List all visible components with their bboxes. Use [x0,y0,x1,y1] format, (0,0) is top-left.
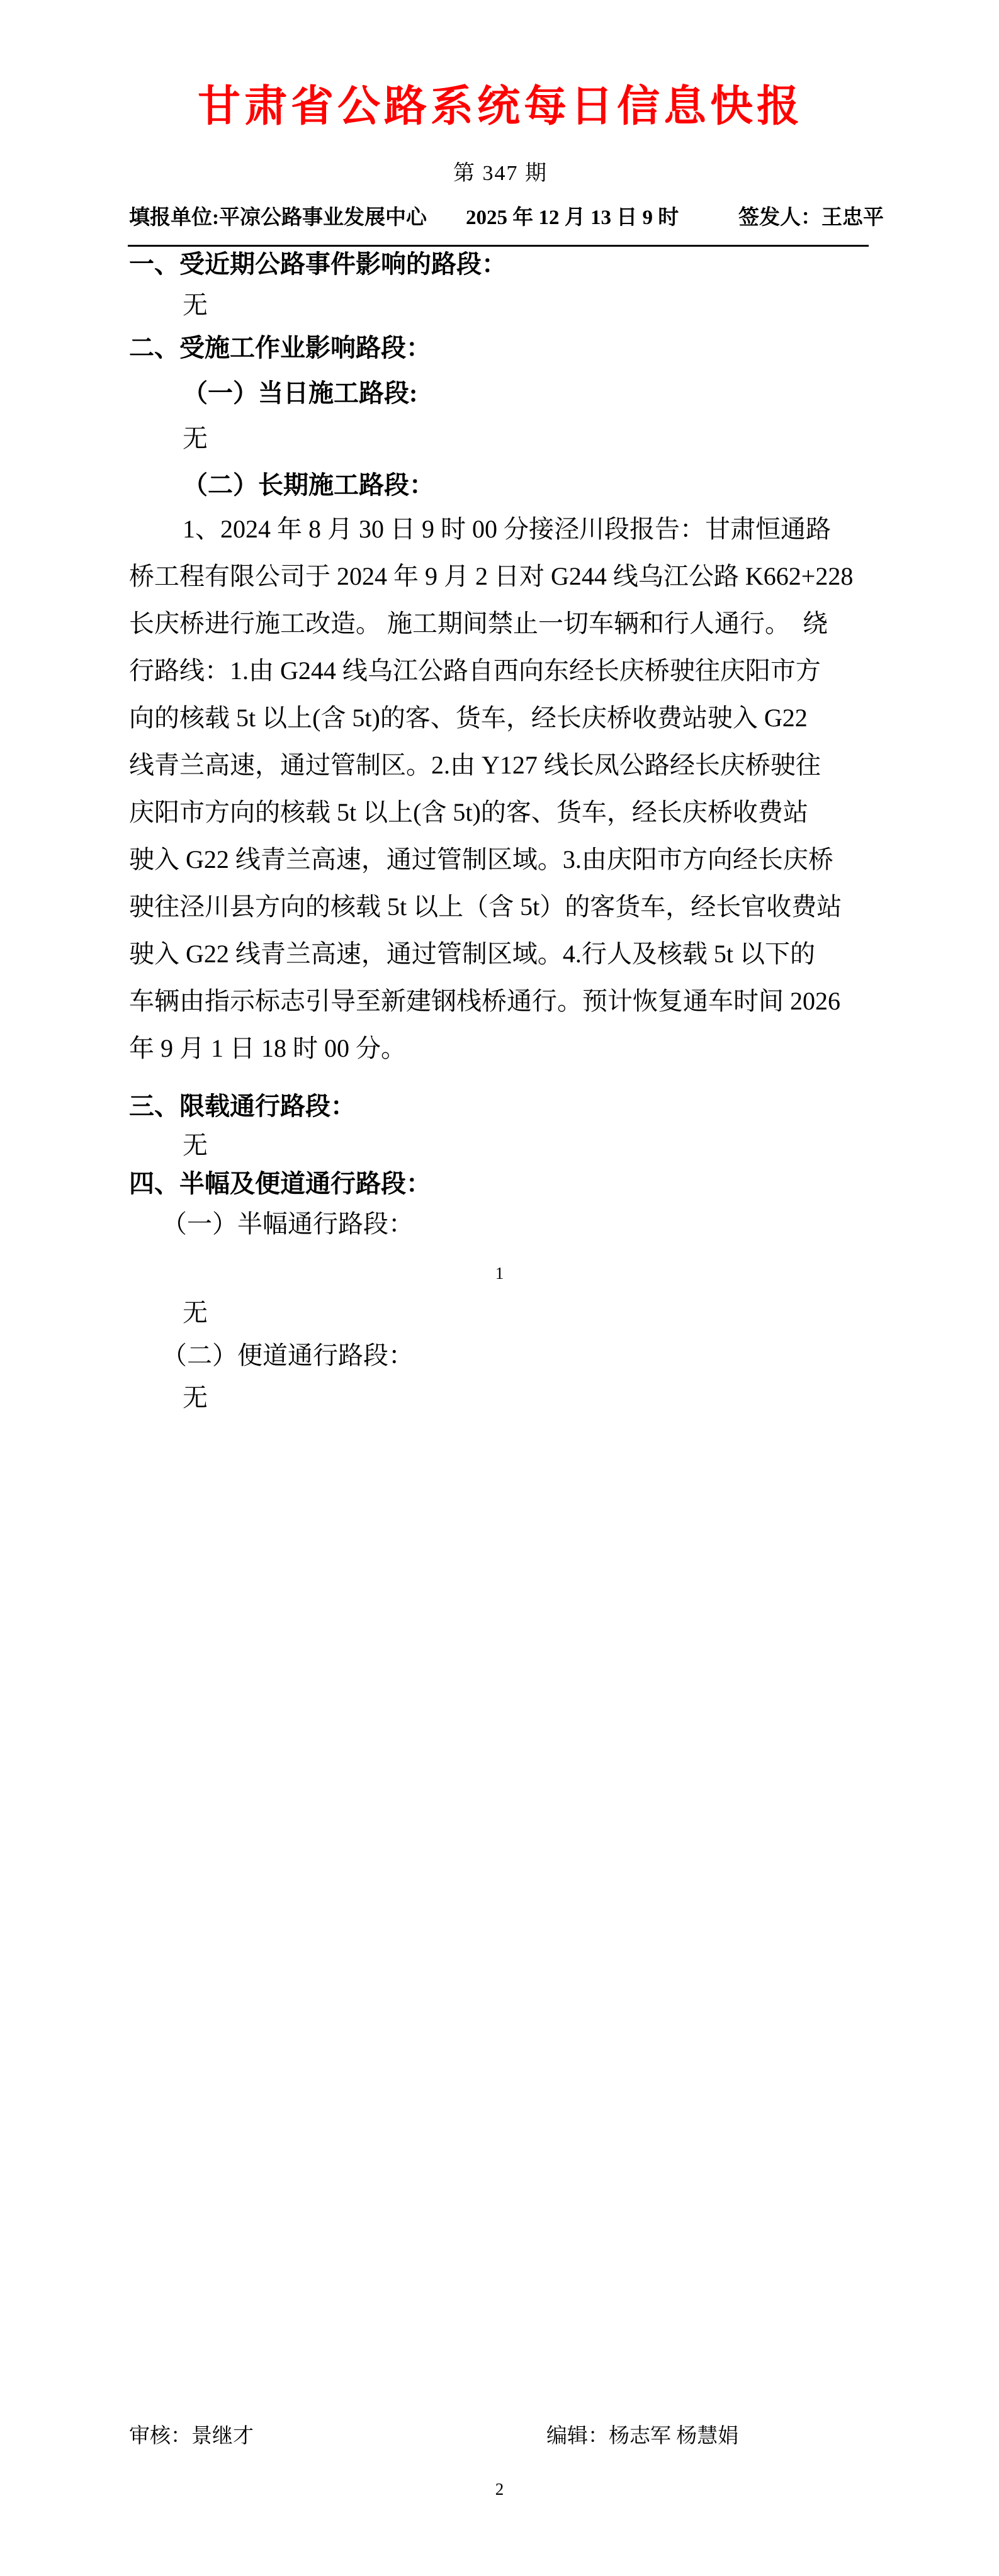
paragraph-line: 驶入 G22 线青兰高速，通过管制区域。3.由庆阳市方向经长庆桥 [129,845,833,874]
paragraph-line: 行路线：1.由 G244 线乌江公路自西向东经长庆桥驶往庆阳市方 [129,656,821,685]
section-4-sub-1-value: 无 [183,1298,208,1327]
paragraph-line: 驶往泾川县方向的核载 5t 以上（含 5t）的客货车，经长官收费站 [129,892,842,921]
editors: 编辑：杨志军 杨慧娟 [546,2425,739,2448]
reporting-unit: 填报单位:平凉公路事业发展中心 [129,206,427,229]
paragraph-line: 1、2024 年 8 月 30 日 9 时 00 分接泾川段报告：甘肃恒通路 [183,515,831,543]
paragraph-line: 年 9 月 1 日 18 时 00 分。 [129,1034,406,1062]
paragraph-line: 车辆由指示标志引导至新建钢栈桥通行。预计恢复通车时间 2026 [129,987,840,1015]
reviewer: 审核：景继才 [129,2425,254,2448]
section-2-heading: 二、受施工作业影响路段： [129,334,431,362]
paragraph-line: 桥工程有限公司于 2024 年 9 月 2 日对 G244 线乌江公路 K662+228 [129,562,854,590]
page-number-1: 1 [495,1264,504,1283]
page-number-2: 2 [495,2480,504,2499]
paragraph-line: 长庆桥进行施工改造。 施工期间禁止一切车辆和行人通行。 绕 [129,609,828,638]
report-datetime: 2025 年 12 月 13 日 9 时 [466,206,679,229]
section-3-value: 无 [183,1131,208,1159]
section-1-value: 无 [183,291,208,319]
section-2-sub-2-heading: （二）长期施工路段： [183,471,434,499]
section-4-sub-1-heading: （一）半幅通行路段： [162,1210,414,1238]
paragraph-line: 庆阳市方向的核载 5t 以上(含 5t)的客、货车，经长庆桥收费站 [129,798,808,826]
signer: 签发人：王忠平 [738,206,884,229]
paragraph-line: 线青兰高速，通过管制区。2.由 Y127 线长凤公路经长庆桥驶往 [129,751,821,779]
section-2-sub-1-value: 无 [183,424,208,453]
section-4-heading: 四、半幅及便道通行路段： [129,1169,431,1198]
paragraph-line: 向的核载 5t 以上(含 5t)的客、货车，经长庆桥收费站驶入 G22 [129,704,808,732]
section-2-sub-1-heading: （一）当日施工路段: [183,379,418,407]
section-3-heading: 三、限载通行路段： [129,1092,356,1120]
page-title: 甘肃省公路系统每日信息快报 [197,82,803,130]
section-4-sub-2-value: 无 [183,1383,208,1412]
header-underline [128,245,869,247]
issue-number: 第 347 期 [453,162,548,185]
section-4-sub-2-heading: （二）便道通行路段： [162,1341,414,1370]
section-1-heading: 一、受近期公路事件影响的路段： [129,250,507,278]
paragraph-line: 驶入 G22 线青兰高速，通过管制区域。4.行人及核载 5t 以下的 [129,940,815,968]
